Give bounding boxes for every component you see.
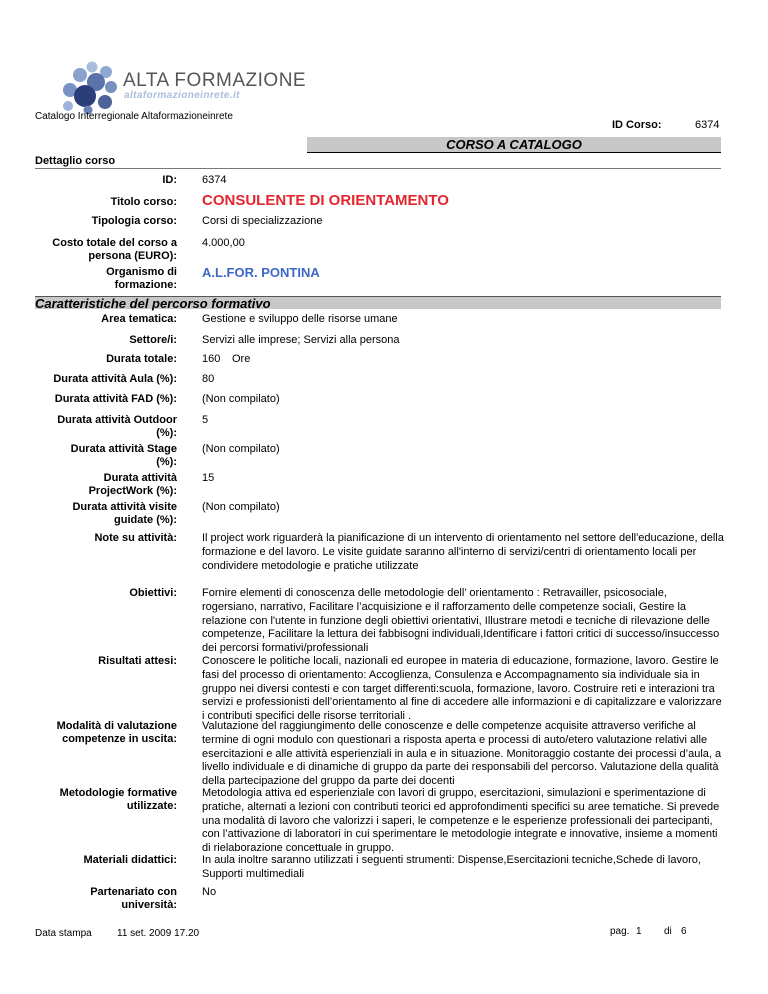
- field-value-risultati: Conoscere le politiche locali, nazionali ed europee in materia di educazione, formazione, lavoro. Gestire le fasi del processo di orientamento: Accoglienza, Consulenza e Accompagnamento sia individuale sia in gruppo nei diversi contesti e con target differenti:scuola, formazione, lavoro. Costruire reti e interazioni tra servizi e professionisti dell’orientamento al fine di accedere alle informazioni e di capitalizzare e valorizzare i contributi specifici delle risorse territoriali .: [202, 655, 722, 723]
- field-label-partenariato: Partenariato con università:: [90, 886, 177, 911]
- field-value-area: Gestione e sviluppo delle risorse umane: [202, 313, 398, 325]
- organizer-name: A.L.FOR. PONTINA: [202, 265, 320, 280]
- field-label-valutazione: Modalità di valutazione competenze in uscita:: [56, 720, 177, 745]
- field-label-titolo: Titolo corso:: [110, 196, 177, 208]
- field-value-tipologia: Corsi di specializzazione: [202, 215, 323, 227]
- field-value-durata-totale: 160: [202, 353, 221, 365]
- field-label-materiali: Materiali didattici:: [83, 854, 177, 866]
- id-corso-label: ID Corso:: [612, 119, 662, 131]
- field-label-aula: Durata attività Aula (%):: [53, 373, 177, 385]
- field-label-visite: Durata attività visite guidate (%):: [72, 501, 177, 526]
- field-value-note: Il project work riguarderà la pianificazione di un intervento di orientamento nel settore dell'educazione, della formazione e del lavoro. Le visite guidate saranno all'interno di servizi/centri di orientamento locali per condividere metodologie e pratiche utilizzate: [202, 532, 724, 572]
- field-label-metodologie: Metodologie formative utilizzate:: [59, 787, 177, 812]
- field-value-valutazione: Valutazione del raggiungimento delle conoscenze e delle competenze acquisite attraverso verifiche al termine di ogni modulo con questionari a risposta aperta e processi di auto/etero valutazione relativi alle esercitazioni e alle attività esperienziali in aula e in situazione. Monitoraggio costante dei processi d’aula, a livello individuale e di dinamiche di gruppo da parte dei responsabili del percorso. Valutazione della qualità della partecipazione del gruppo da parte dei docenti: [202, 720, 722, 788]
- section-heading-caratteristiche: Caratteristiche del percorso formativo: [35, 296, 271, 311]
- title-divider: [307, 152, 721, 153]
- field-label-obiettivi: Obiettivi:: [129, 587, 177, 599]
- field-label-organismo: Organismo di formazione:: [106, 266, 177, 291]
- field-value-id: 6374: [202, 174, 227, 186]
- section-heading-dettaglio: Dettaglio corso: [35, 155, 116, 167]
- id-corso-value: 6374: [695, 119, 720, 131]
- field-value-aula: 80: [202, 373, 215, 385]
- logo-text: ALTA FORMAZIONE: [123, 70, 307, 91]
- section-divider: [35, 168, 721, 169]
- field-label-costo: Costo totale del corso a persona (EURO):: [52, 237, 177, 262]
- field-label-outdoor: Durata attività Outdoor (%):: [57, 414, 177, 439]
- field-value-settore: Servizi alle imprese; Servizi alla persona: [202, 334, 400, 346]
- field-value-outdoor: 5: [202, 414, 209, 426]
- field-label-risultati: Risultati attesi:: [98, 655, 177, 667]
- field-label-area: Area tematica:: [101, 313, 177, 325]
- field-label-fad: Durata attività FAD (%):: [54, 393, 177, 405]
- field-value-materiali: In aula inoltre saranno utilizzati i seguenti strumenti: Dispense,Esercitazioni tecniche,Schede di lavoro, Supporti multimediali: [202, 854, 701, 880]
- field-label-projectwork: Durata attività ProjectWork (%):: [88, 472, 177, 497]
- field-value-metodologie: Metodologia attiva ed esperienziale con lavori di gruppo, esercitazioni, simulazioni e sperimentazione di pratiche, alternati a lezioni con contributi teorici ed approfondimenti specifici su aree tematiche. Si prevede una modalità di lavoro che valorizzi i saperi, le competenze e le esperienze professionali dei partecipanti, con l’attivazione di laboratori in cui sperimentare le metodologie integrate e innovative, insieme a momenti di rielaborazione concettuale in gruppo.: [202, 787, 720, 855]
- field-value-fad: (Non compilato): [202, 393, 280, 405]
- field-label-stage: Durata attività Stage (%):: [70, 443, 177, 468]
- page-label: pag.: [610, 926, 630, 937]
- field-label-settore: Settore/i:: [129, 334, 177, 346]
- logo-icon: [58, 60, 120, 115]
- field-value-visite: (Non compilato): [202, 501, 280, 513]
- field-label-id: ID:: [162, 174, 177, 186]
- page-total: 6: [681, 926, 687, 937]
- print-date-value: 11 set. 2009 17.20: [117, 928, 200, 939]
- field-label-durata-totale: Durata totale:: [106, 353, 177, 365]
- logo-subtext: altaformazioneinrete.it: [124, 90, 240, 101]
- field-value-partenariato: No: [202, 886, 217, 898]
- print-date-label: Data stampa: [35, 928, 92, 939]
- page-title: CORSO A CATALOGO: [446, 137, 582, 152]
- field-value-stage: (Non compilato): [202, 443, 280, 455]
- field-label-tipologia: Tipologia corso:: [91, 215, 177, 227]
- field-value-projectwork: 15: [202, 472, 215, 484]
- catalog-name: Catalogo Interregionale Altaformazioneinrete: [35, 111, 233, 122]
- field-value-obiettivi: Fornire elementi di conoscenza delle metodologie dell’ orientamento : Retravailler, psicosociale, rogersiano, narrativo, Facilitare l’acquisizione e il rafforzamento delle competenze sociali, Gestire la relazione con l'utente in funzione degli obiettivi orientativi, Illustrare metodi e tecniche di rilevazione delle competenze, Facilitare la lettura dei fabbisogni individuali,Identificare i fattori critici di successo/insuccesso dei percorsi formativi/professionali: [202, 587, 720, 655]
- course-title: CONSULENTE DI ORIENTAMENTO: [202, 192, 449, 209]
- field-label-note: Note su attività:: [94, 532, 177, 544]
- page-current: 1: [636, 926, 642, 937]
- page-of-label: di: [664, 926, 672, 937]
- field-unit-ore: Ore: [232, 353, 251, 365]
- field-value-costo: 4.000,00: [202, 237, 245, 249]
